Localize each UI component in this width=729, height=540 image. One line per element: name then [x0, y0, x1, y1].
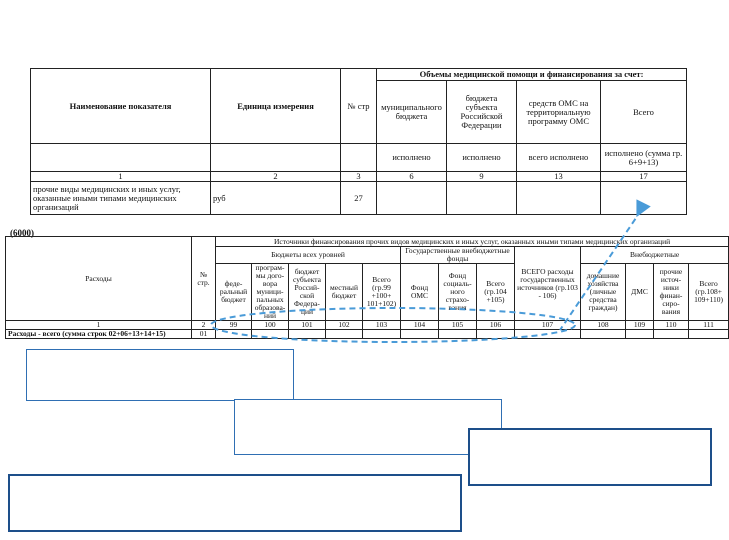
- empty-box-2: [234, 399, 502, 455]
- header-line-no: № стр: [341, 69, 377, 144]
- col-number: 17: [601, 172, 687, 182]
- header-group: Объемы медицинской помощи и финансирования за счет:: [377, 69, 687, 81]
- row-line-no: 27: [341, 182, 377, 215]
- col-number: 105: [439, 321, 477, 330]
- header-line-no: № стр.: [192, 237, 216, 321]
- value-cell-total[interactable]: [601, 182, 687, 215]
- col-number: 108: [581, 321, 626, 330]
- header-nonbudget: Внебюджетные: [581, 247, 729, 264]
- col-header: феде-ральный бюджет: [216, 264, 252, 321]
- value-cell[interactable]: [289, 330, 326, 339]
- col-header: Фонд ОМС: [401, 264, 439, 321]
- value-cell[interactable]: [626, 330, 654, 339]
- col-number: 100: [252, 321, 289, 330]
- col-number: 3: [341, 172, 377, 182]
- col-number: 9: [447, 172, 517, 182]
- value-cell-total-state[interactable]: [515, 330, 581, 339]
- col-number: 107: [515, 321, 581, 330]
- empty-cell: [31, 144, 211, 172]
- header-unit: Единица измерения: [211, 69, 341, 144]
- value-cell[interactable]: [447, 182, 517, 215]
- header-municipal: муниципального бюджета: [377, 81, 447, 144]
- col-number: 101: [289, 321, 326, 330]
- header-expenses: Расходы: [6, 237, 192, 321]
- value-cell[interactable]: [689, 330, 729, 339]
- value-cell[interactable]: [377, 182, 447, 215]
- value-cell[interactable]: [581, 330, 626, 339]
- col-header: Всего (гр.108+ 109+110): [689, 264, 729, 321]
- col-header: Всего (гр.99 +100+ 101+102): [363, 264, 401, 321]
- col-header: Фонд социаль-ного страхо-вания: [439, 264, 477, 321]
- header-oms: средств ОМС на территориальную программу ОМС: [517, 81, 601, 144]
- col-header: местный бюджет: [326, 264, 363, 321]
- col-number: 106: [477, 321, 515, 330]
- col-number: 1: [31, 172, 211, 182]
- row-unit: руб: [211, 182, 341, 215]
- funding-sources-table: [5, 236, 729, 339]
- col-number: 110: [654, 321, 689, 330]
- col-header: бюджет субъекта Россий-ской Федера-ции: [289, 264, 326, 321]
- value-cell[interactable]: [401, 330, 439, 339]
- empty-box-3: [468, 428, 712, 486]
- header-budgets-all: Бюджеты всех уровней: [216, 247, 401, 264]
- value-cell[interactable]: [517, 182, 601, 215]
- col-number: 2: [192, 321, 216, 330]
- col-number: 99: [216, 321, 252, 330]
- header-total-state: ВСЕГО расходы государственных источников (гр.103 - 106): [515, 247, 581, 321]
- table-row: [6, 330, 729, 339]
- col-number: 103: [363, 321, 401, 330]
- row-label: Расходы - всего (сумма строк 02+06+13+14+15): [6, 330, 192, 339]
- col-header: прочие источ-ники финан-сиро-вания: [654, 264, 689, 321]
- empty-box-1: [26, 349, 294, 401]
- col-header: Всего (гр.104 +105): [477, 264, 515, 321]
- value-cell[interactable]: [654, 330, 689, 339]
- header-subject: бюджета субъекта Российской Федерации: [447, 81, 517, 144]
- value-cell[interactable]: [326, 330, 363, 339]
- col-number: 6: [377, 172, 447, 182]
- empty-cell: [211, 144, 341, 172]
- value-cell[interactable]: [363, 330, 401, 339]
- header-total: Всего: [601, 81, 687, 144]
- col-number: 111: [689, 321, 729, 330]
- col-number: 102: [326, 321, 363, 330]
- empty-box-4: [8, 474, 462, 532]
- col-header: домашние хозяйства (личные средства граждан): [581, 264, 626, 321]
- col-number: 13: [517, 172, 601, 182]
- section-label: (6000): [10, 228, 34, 238]
- col-number: 1: [6, 321, 192, 330]
- subheader-executed: исполнено: [447, 144, 517, 172]
- subheader-executed-total: всего исполнено: [517, 144, 601, 172]
- table-row: [31, 182, 687, 215]
- value-cell[interactable]: [252, 330, 289, 339]
- value-cell[interactable]: [439, 330, 477, 339]
- oms-volume-table: [30, 68, 687, 215]
- row-line-no: 01: [192, 330, 216, 339]
- col-number: 2: [211, 172, 341, 182]
- empty-cell: [341, 144, 377, 172]
- value-cell[interactable]: [216, 330, 252, 339]
- col-header: програм-мы дого-вора муници-пальных образова-ний: [252, 264, 289, 321]
- value-cell[interactable]: [477, 330, 515, 339]
- col-header: ДМС: [626, 264, 654, 321]
- header-indicator: Наименование показателя: [31, 69, 211, 144]
- col-number: 104: [401, 321, 439, 330]
- subheader-executed: исполнено: [377, 144, 447, 172]
- row-indicator: прочие виды медицинских и иных услуг, оказанные иными типами медицинских организаций: [31, 182, 211, 215]
- header-state-funds: Государственные внебюджетные фонды: [401, 247, 515, 264]
- subheader-executed-sum: исполнено (сумма гр. 6+9+13): [601, 144, 687, 172]
- col-number: 109: [626, 321, 654, 330]
- table2-title: Источники финансирования прочих видов медицинских и иных услуг, оказанных иными типами медицинских организаций: [216, 237, 729, 247]
